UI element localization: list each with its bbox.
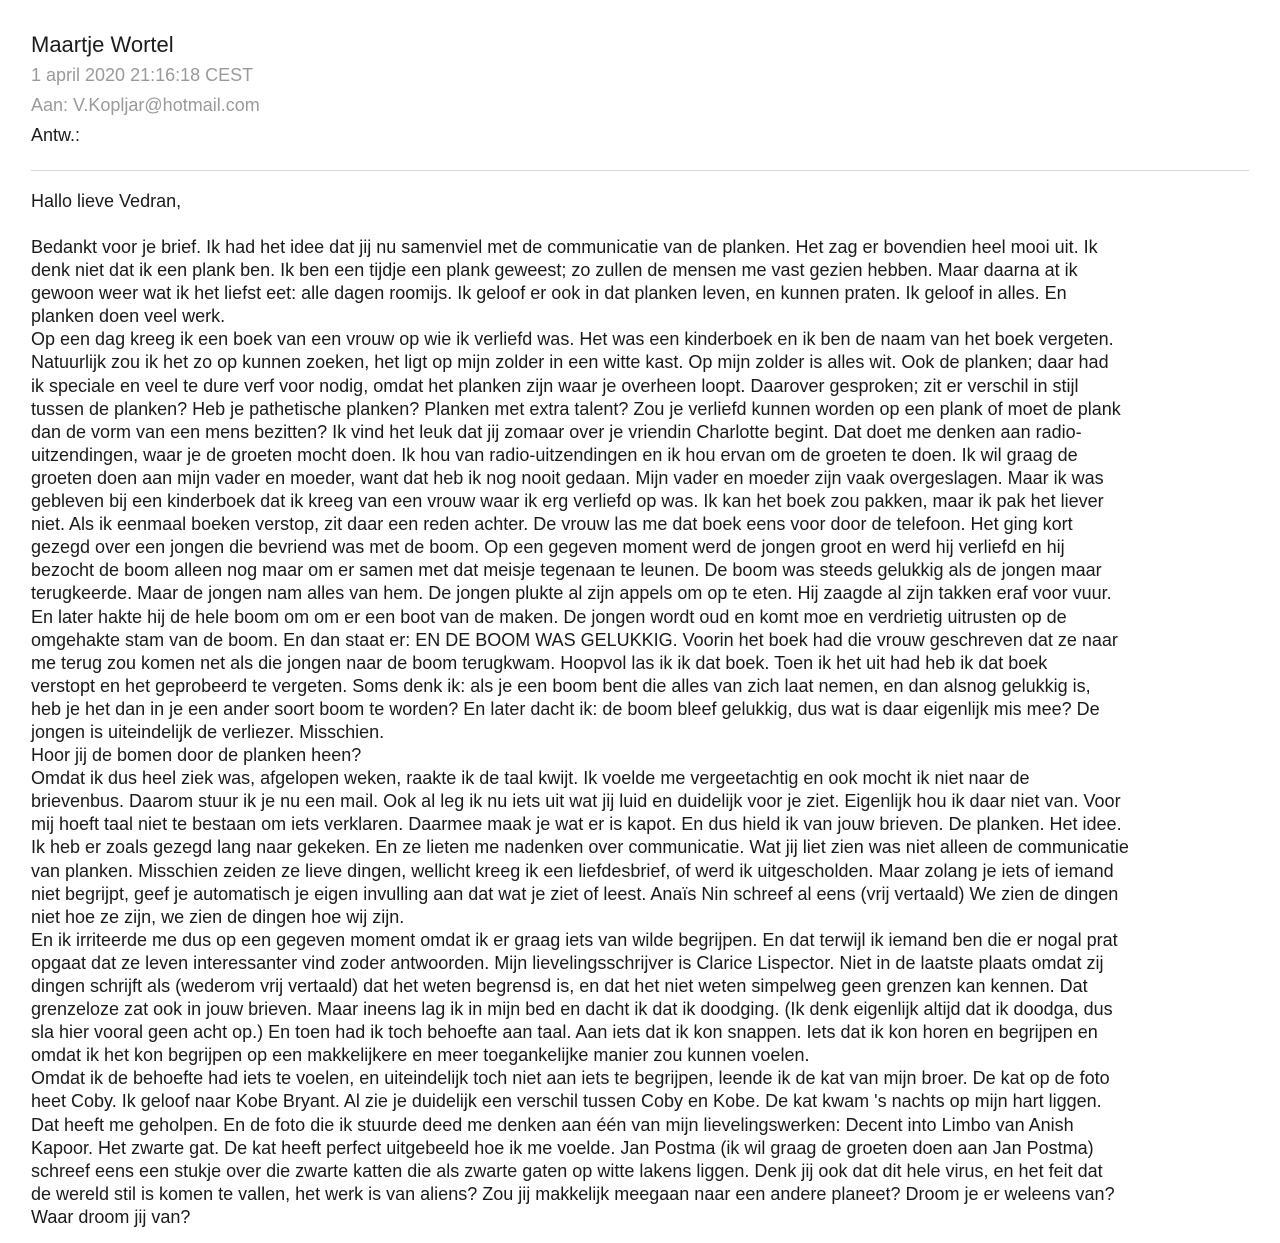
body-line: jongen is uiteindelijk de verliezer. Misschien. — [31, 721, 385, 742]
reply-label: Antw.: — [31, 125, 81, 145]
sender-name[interactable]: Maartje Wortel — [31, 32, 174, 57]
body-line: Kapoor. Het zwarte gat. De kat heeft perfect uitgebeeld hoe ik me voelde. Jan Postma (ik wil graag de groeten doen aan Jan Postma) — [31, 1137, 1094, 1158]
body-line: Op een dag kreeg ik een boek van een vrouw op wie ik verliefd was. Het was een kinderboek en ik ben de naam van het boek vergeten. — [31, 329, 1114, 350]
body-text — [31, 236, 1256, 1229]
body-line: dan de vorm van een mens bezitten? Ik vind het leuk dat jij zomaar over je vriendin Charlotte begint. Dat doet me denken aan radio- — [31, 421, 1082, 442]
body-line: Omdat ik dus heel ziek was, afgelopen weken, raakte ik de taal kwijt. Ik voelde me vergeetachtig en ook mocht ik niet naar de — [31, 768, 1030, 789]
email-header — [31, 30, 1249, 150]
body-line: niet begrijpt, geef je automatisch je eigen invulling aan dat wat je ziet of leest. Anaïs Nin schreef al eens (vrij vertaald) We zien de dingen — [31, 883, 1119, 904]
body-line: brievenbus. Daarom stuur ik je nu een mail. Ook al leg ik nu iets uit wat jij luid en duidelijk voor je ziet. Eigenlijk hou ik daar niet van. Voor — [31, 791, 1121, 812]
body-line: En ik irriteerde me dus op een gegeven moment omdat ik er graag iets van wilde begrijpen. En dat terwijl ik iemand ben die er nogal prat — [31, 929, 1118, 950]
sent-date: 1 april 2020 21:16:18 CEST — [31, 65, 254, 85]
body-line: En later hakte hij de hele boom om om er een boot van de maken. De jongen wordt oud en komt moe en verdrietig uitrusten op de — [31, 606, 1067, 627]
body-line: planken doen veel werk. — [31, 306, 226, 327]
body-line: gezegd over een jongen die bevriend was met de boom. Op een gegeven moment werd de jongen groot en werd hij verliefd en hij — [31, 537, 1065, 558]
body-line: schreef eens een stukje over die zwarte katten die als zwarte gaten op witte lakens liggen. Denk jij ook dat dit hele virus, en het feit dat — [31, 1160, 1103, 1181]
greeting: Hallo lieve Vedran, — [31, 191, 182, 211]
body-line: omdat ik het kon begrijpen op een makkelijkere en meer toegankelijke manier zou kunnen voelen. — [31, 1045, 810, 1066]
body-line: de wereld stil is komen te vallen, het werk is van aliens? Zou jij makkelijk meegaan naar een andere planeet? Droom je er weleens van? — [31, 1183, 1115, 1204]
body-line: opgaat dat ze leven interessanter vind zoder antwoorden. Mijn lievelingsschrijver is Clarice Lispector. Niet in de laatste plaats omdat zij — [31, 952, 1104, 973]
body-line: Waar droom jij van? — [31, 1206, 191, 1227]
paragraph-gap — [31, 213, 1256, 236]
body-line: Omdat ik de behoefte had iets te voelen, en uiteindelijk toch niet aan iets te begrijpen, leende ik de kat van mijn broer. De kat op de foto — [31, 1068, 1110, 1089]
body-line: dingen schrijft als (wederom vrij vertaald) dat het weten begrensd is, en dat het niet weten simpelweg geen grenzen kan kennen. Dat — [31, 976, 1088, 996]
body-line: Natuurlijk zou ik het zo op kunnen zoeken, het ligt op mijn zolder in een witte kast. Op mijn zolder is alles wit. Ook de planken; daar had — [31, 352, 1109, 373]
header-divider — [31, 170, 1249, 171]
body-line: terugkeerde. Maar de jongen nam alles van hem. De jongen plukte al zijn appels om op te eten. Hij zaagde al zijn takken eraf voor vuur. — [31, 583, 1112, 604]
body-line: tussen de planken? Heb je pathetische planken? Planken met extra talent? Zou je verliefd kunnen worden op een plank of moet de plank — [31, 398, 1121, 419]
recipient-address[interactable]: Aan: V.Kopljar@hotmail.com — [31, 95, 260, 115]
body-line: Dat heeft me geholpen. En de foto die ik stuurde deed me denken aan één van mijn lievelingswerken: Decent into Limbo van Anish — [31, 1114, 1074, 1135]
body-line: mij hoeft taal niet te bestaan om iets verklaren. Daarmee maak je wat er is kapot. En dus hield ik van jouw brieven. De planken. Het idee. — [31, 814, 1122, 835]
body-line: heb je het dan in je een ander soort boom te worden? En later dacht ik: de boom bleef gelukkig, dus wat is daar eigenlijk mis mee? De — [31, 698, 1100, 719]
body-line: uitzendingen, waar je de groeten mocht doen. Ik hou van radio-uitzendingen en ik hou ervan om de groeten te doen. Ik wil graag de — [31, 444, 1078, 465]
body-line: sla hier vooral geen acht op.) En toen had ik toch behoefte aan taal. Aan iets dat ik kon snappen. Iets dat ik kon horen en begrijpen en — [31, 1022, 1098, 1043]
body-line: omgehakte stam van de boom. En dan staat er: EN DE BOOM WAS GELUKKIG. Voorin het boek had die vrouw geschreven dat ze naar — [31, 629, 1118, 650]
body-line: niet. Als ik eenmaal boeken verstop, zit daar een reden achter. De vrouw las me dat boek eens voor door de telefoon. Het ging kort — [31, 514, 1073, 535]
body-line: denk niet dat ik een plank ben. Ik ben een tijdje een plank geweest; zo zullen de mensen me vast gezien hebben. Maar daarna at ik — [31, 260, 1078, 281]
body-line: Bedankt voor je brief. Ik had het idee dat jij nu samenviel met de communicatie van de planken. Het zag er bovendien heel mooi uit. Ik — [31, 237, 1098, 257]
body-line: niet hoe ze zijn, we zien de dingen hoe wij zijn. — [31, 906, 405, 927]
email-body — [31, 190, 1256, 1229]
body-line: van planken. Misschien zeiden ze lieve dingen, wellicht kreeg ik een liefdesbrief, of werd ik uitgescholden. Maar zolang je iets of iemand — [31, 860, 1114, 881]
body-line: verstopt en het geprobeerd te vergeten. Soms denk ik: als je een boom bent die alles van zich laat nemen, en dan alsnog gelukkig is, — [31, 675, 1091, 696]
body-line: me terug zou komen net als die jongen naar de boom terugkwam. Hoopvol las ik ik dat boek. Toen ik het uit had heb ik dat boek — [31, 652, 1048, 673]
body-line: heet Coby. Ik geloof naar Kobe Bryant. Al zie je duidelijk een verschil tussen Coby en Kobe. De kat kwam 's nachts op mijn hart liggen. — [31, 1091, 1102, 1112]
body-line: grenzeloze zat ook in jouw brieven. Maar ineens lag ik in mijn bed en dacht ik dat ik doodging. (Ik denk eigenlijk altijd dat ik doodga, dus — [31, 999, 1113, 1020]
body-line: Ik heb er zoals gezegd lang naar gekeken. En ze lieten me nadenken over communicatie. Wat jij liet zien was niet alleen de communicatie — [31, 837, 1129, 858]
body-line: Hoor jij de bomen door de planken heen? — [31, 745, 362, 766]
body-line: gebleven bij een kinderboek dat ik kreeg van een vrouw waar ik erg verliefd op was. Ik kan het boek zou pakken, maar ik pak het liever — [31, 491, 1104, 512]
body-line: groeten doen aan mijn vader en moeder, want dat heb ik nog nooit gedaan. Mijn vader en moeder zijn vaak overgeslagen. Maar ik was — [31, 467, 1104, 488]
body-line: bezocht de boom alleen nog maar om er samen met dat meisje tegenaan te leunen. De boom was steeds gelukkig als de jongen maar — [31, 560, 1102, 581]
body-line: gewoon weer wat ik het liefst eet: alle dagen roomijs. Ik geloof er ook in dat planken leven, en kunnen praten. Ik geloof in alles. En — [31, 283, 1067, 304]
body-line: ik speciale en veel te dure verf voor nodig, omdat het planken zijn waar je overheen loopt. Daarover gesproken; zit er verschil in stijl — [31, 375, 1079, 396]
